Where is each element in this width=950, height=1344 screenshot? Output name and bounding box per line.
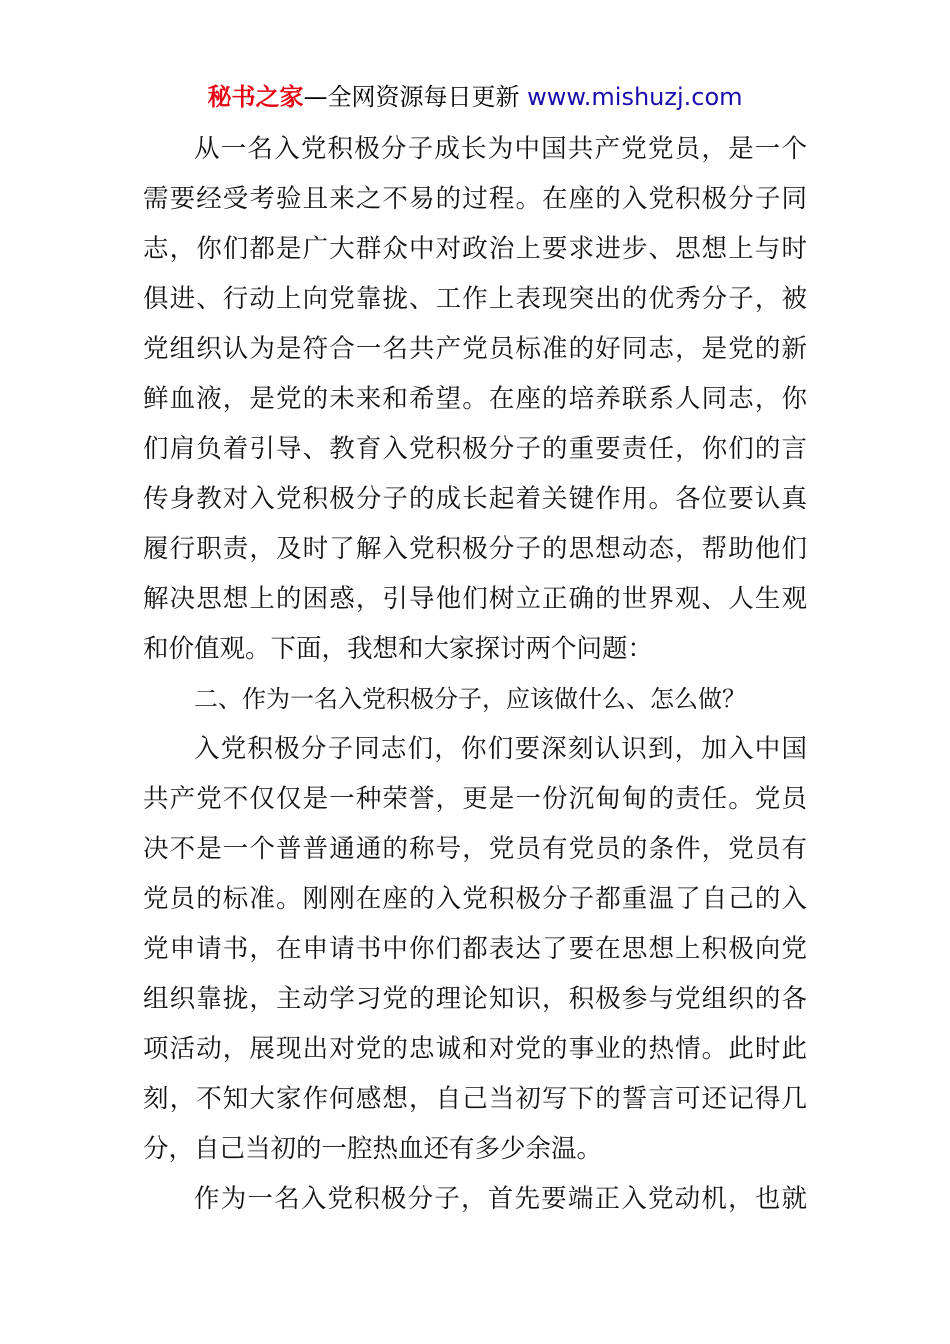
paragraph-line: 分，自己当初的一腔热血还有多少余温。 bbox=[143, 1134, 603, 1164]
paragraph-line: 传身教对入党积极分子的成长起着关键作用。各位要认真 bbox=[143, 484, 807, 514]
paragraph-line: 俱进、行动上向党靠拢、工作上表现突出的优秀分子，被 bbox=[143, 284, 807, 314]
paragraph-line: 组织靠拢，主动学习党的理论知识，积极参与党组织的各 bbox=[143, 984, 807, 1014]
site-header bbox=[0, 80, 950, 114]
site-url-link[interactable]: www.mishuzj.com bbox=[527, 83, 743, 111]
paragraph-line: 共产党不仅仅是一种荣誉，更是一份沉甸甸的责任。党员 bbox=[143, 784, 807, 814]
paragraph-line: 从一名入党积极分子成长为中国共产党党员，是一个 bbox=[194, 134, 807, 164]
paragraph-line: 入党积极分子同志们，你们要深刻认识到，加入中国 bbox=[194, 734, 807, 764]
paragraph-line: 们肩负着引导、教育入党积极分子的重要责任，你们的言 bbox=[143, 434, 807, 464]
paragraph-line: 党组织认为是符合一名共产党员标准的好同志，是党的新 bbox=[143, 334, 807, 364]
paragraph-line: 党员的标准。刚刚在座的入党积极分子都重温了自己的入 bbox=[143, 884, 807, 914]
paragraph-line: 刻，不知大家作何感想，自己当初写下的誓言可还记得几 bbox=[143, 1084, 807, 1114]
document-body bbox=[143, 124, 807, 1224]
paragraph-line: 鲜血液，是党的未来和希望。在座的培养联系人同志，你 bbox=[143, 384, 807, 414]
paragraph-line: 需要经受考验且来之不易的过程。在座的入党积极分子同 bbox=[143, 184, 807, 214]
paragraph-line: 志，你们都是广大群众中对政治上要求进步、思想上与时 bbox=[143, 234, 807, 264]
paragraph-line: 作为一名入党积极分子，首先要端正入党动机，也就 bbox=[194, 1184, 807, 1214]
paragraph-line: 和价值观。下面，我想和大家探讨两个问题： bbox=[143, 634, 654, 664]
header-tagline: —全网资源每日更新 bbox=[303, 83, 528, 111]
paragraph-line: 履行职责，及时了解入党积极分子的思想动态，帮助他们 bbox=[143, 534, 807, 564]
brand-name: 秘书之家 bbox=[207, 83, 304, 111]
paragraph-line: 项活动，展现出对党的忠诚和对党的事业的热情。此时此 bbox=[143, 1034, 807, 1064]
paragraph-line: 解决思想上的困惑，引导他们树立正确的世界观、人生观 bbox=[143, 584, 807, 614]
paragraph-line: 决不是一个普普通通的称号，党员有党员的条件，党员有 bbox=[143, 834, 807, 864]
section-heading: 二、作为一名入党积极分子，应该做什么、怎么做？ bbox=[194, 685, 746, 713]
paragraph-line: 党申请书，在申请书中你们都表达了要在思想上积极向党 bbox=[143, 934, 807, 964]
